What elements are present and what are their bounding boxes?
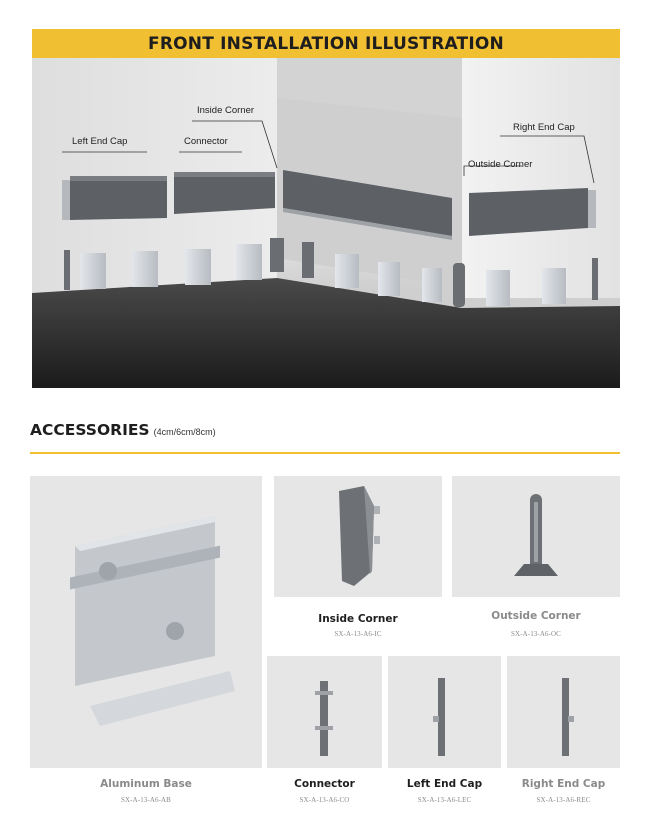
product-code-aluminum-base: SX-A-13-A6-AB xyxy=(121,796,171,804)
product-name-left-end-cap: Left End Cap xyxy=(406,778,483,790)
label-inside-corner: Inside Corner xyxy=(197,105,255,116)
product-code-inside-corner: SX-A-13-A6-IC xyxy=(334,630,382,638)
label-right-end-cap: Right End Cap xyxy=(513,122,575,133)
illustration-banner xyxy=(32,29,620,58)
product-image-right-end-cap xyxy=(507,656,620,768)
aluminum-base-illustration xyxy=(30,476,262,768)
label-outside-corner: Outside Corner xyxy=(468,159,533,170)
product-name-outside-corner: Outside Corner xyxy=(491,610,581,622)
product-code-connector: SX-A-13-A6-CO xyxy=(299,796,350,804)
skirting-left xyxy=(62,176,167,220)
left-end-cap-illustration xyxy=(388,656,501,768)
label-left-end-cap: Left End Cap xyxy=(72,136,128,147)
product-name-inside-corner: Inside Corner xyxy=(318,613,398,625)
skirting-connector xyxy=(174,172,275,214)
outside-corner-illustration xyxy=(452,476,620,597)
product-image-inside-corner xyxy=(274,476,442,597)
product-code-right-end-cap: SX-A-13-A6-REC xyxy=(536,796,591,804)
product-name-aluminum-base: Aluminum Base xyxy=(100,778,192,790)
label-connector: Connector xyxy=(184,136,228,147)
product-image-left-end-cap xyxy=(388,656,501,768)
product-image-aluminum-base xyxy=(30,476,262,768)
right-end-cap-illustration xyxy=(507,656,620,768)
product-image-outside-corner xyxy=(452,476,620,597)
product-image-connector xyxy=(267,656,382,768)
product-name-right-end-cap: Right End Cap xyxy=(521,778,606,790)
accessories-sizes: (4cm/6cm/8cm) xyxy=(153,427,216,437)
accessories-divider xyxy=(30,452,620,454)
installation-scene xyxy=(32,58,620,388)
product-code-left-end-cap: SX-A-13-A6-LEC xyxy=(417,796,472,804)
accessories-title: ACCESSORIES xyxy=(30,421,150,439)
connector-illustration xyxy=(267,656,382,768)
product-code-outside-corner: SX-A-13-A6-OC xyxy=(511,630,561,638)
banner-title: FRONT INSTALLATION ILLUSTRATION xyxy=(148,33,504,54)
inside-corner-illustration xyxy=(274,476,442,597)
accessories-heading xyxy=(30,421,216,439)
installation-illustration xyxy=(32,58,620,388)
product-name-connector: Connector xyxy=(294,778,355,790)
